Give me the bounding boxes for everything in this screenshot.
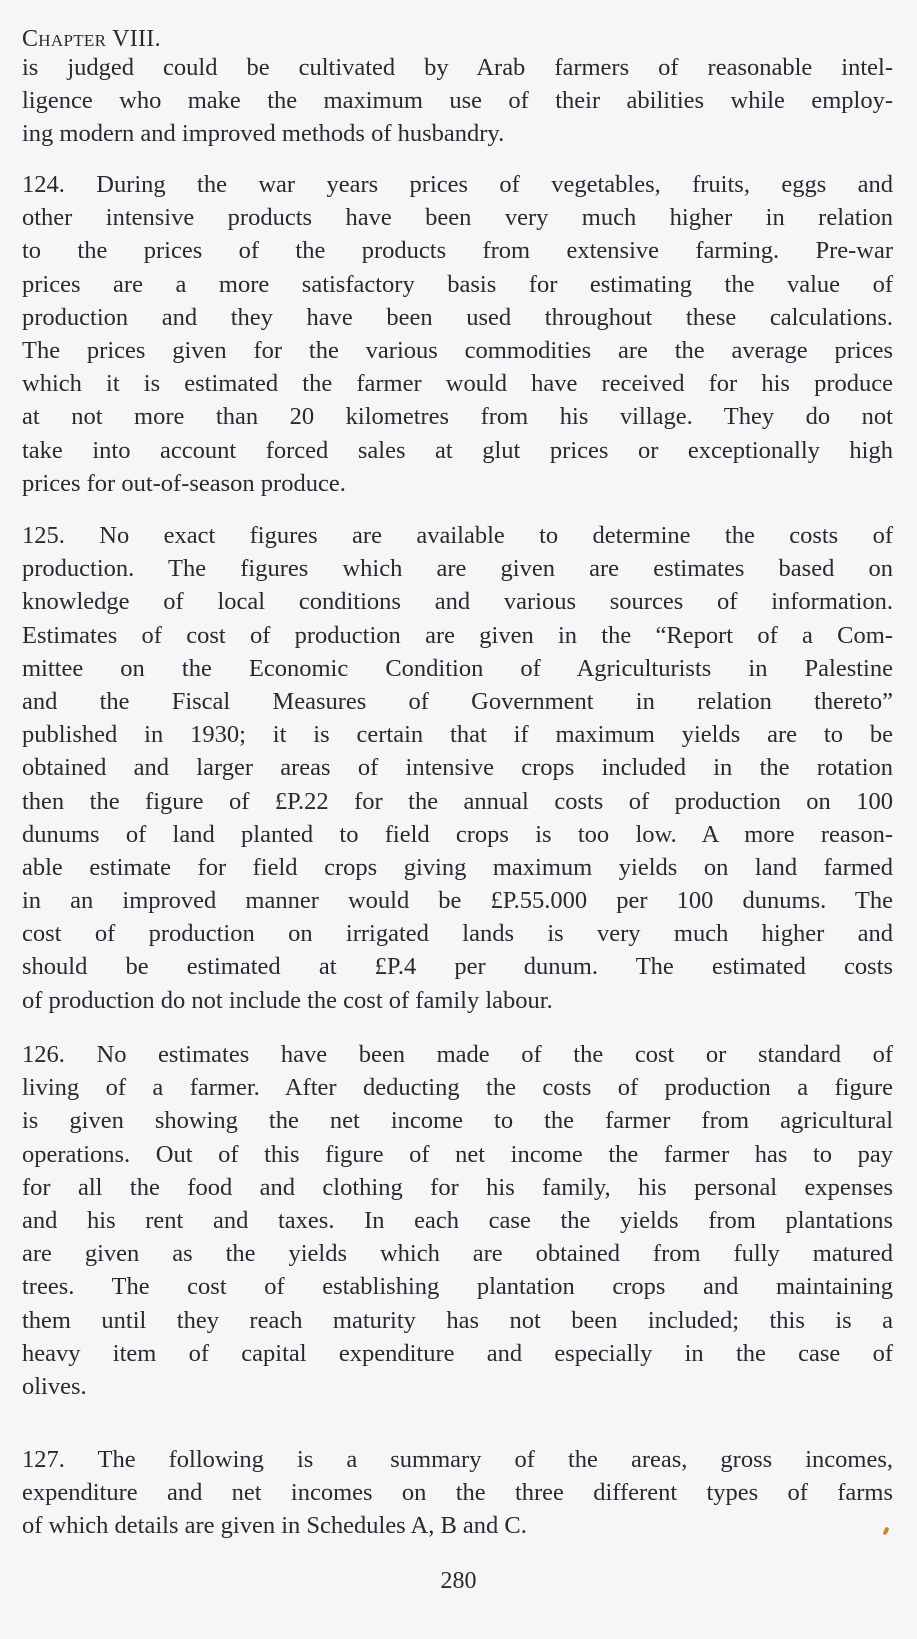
text-line: are given as the yields which are obtained from fully matured (22, 1240, 893, 1268)
text-line: production. The figures which are given are estimates based on (22, 555, 893, 583)
text-line: trees. The cost of establishing plantation crops and maintaining (22, 1273, 893, 1301)
text-line: 124. During the war years prices of vegetables, fruits, eggs and (22, 171, 893, 198)
text-line: 125. No exact figures are available to determine the costs of (22, 522, 893, 549)
text-line: ing modern and improved methods of husbandry. (22, 120, 505, 148)
text-line: heavy item of capital expenditure and especially in the case of (22, 1339, 893, 1367)
chapter-title: Chapter VIII. (22, 26, 161, 52)
paragraph-124 (22, 168, 893, 500)
text-line: 126. No estimates have been made of the cost or standard of (22, 1041, 893, 1068)
text-line: expenditure and net incomes on the three different types of farms (22, 1479, 893, 1507)
paragraph-continuation (22, 51, 893, 151)
chapter-heading (22, 26, 161, 53)
text-line: prices for out-of-season produce. (22, 469, 346, 497)
paragraph-125 (22, 519, 893, 1017)
text-line: and his rent and taxes. In each case the yields from plantations (22, 1206, 893, 1234)
text-line: able estimate for field crops giving maximum yields on land farmed (22, 853, 893, 881)
text-line: ligence who make the maximum use of their abilities while employ- (22, 87, 893, 115)
text-line: take into account forced sales at glut prices or exceptionally high (22, 436, 893, 464)
text-line: published in 1930; it is certain that if maximum yields are to be (22, 721, 893, 749)
text-line: is judged could be cultivated by Arab farmers of reasonable intel- (22, 54, 893, 81)
text-line: The prices given for the various commodities are the average prices (22, 336, 893, 364)
text-line: mittee on the Economic Condition of Agriculturists in Palestine (22, 654, 893, 682)
text-line: at not more than 20 kilometres from his village. They do not (22, 403, 893, 431)
text-line: for all the food and clothing for his family, his personal expenses (22, 1173, 893, 1201)
text-line: then the figure of £P.22 for the annual costs of production on 100 (22, 787, 893, 815)
text-line: 127. The following is a summary of the areas, gross incomes, (22, 1446, 893, 1473)
text-line: obtained and larger areas of intensive crops included in the rotation (22, 754, 893, 782)
paragraph-127 (22, 1443, 893, 1543)
text-line: dunums of land planted to field crops is too low. A more reason- (22, 820, 893, 848)
text-line: knowledge of local conditions and various sources of information. (22, 588, 893, 616)
text-line: and the Fiscal Measures of Government in relation thereto” (22, 687, 893, 715)
text-line: which it is estimated the farmer would have received for his produce (22, 370, 893, 398)
text-line: should be estimated at £P.4 per dunum. The estimated costs (22, 953, 893, 981)
text-line: olives. (22, 1372, 87, 1400)
paragraph-126 (22, 1038, 893, 1403)
page-number: 280 (440, 1568, 477, 1594)
text-line: Estimates of cost of production are given in the “Report of a Com- (22, 621, 893, 649)
text-line: living of a farmer. After deducting the costs of production a figure (22, 1074, 893, 1102)
text-line: cost of production on irrigated lands is very much higher and (22, 920, 893, 948)
text-line: in an improved manner would be £P.55.000 per 100 dunums. The (22, 887, 893, 915)
text-line: production and they have been used throughout these calculations. (22, 303, 893, 331)
text-line: to the prices of the products from extensive farming. Pre-war (22, 237, 893, 265)
text-line: operations. Out of this figure of net income the farmer has to pay (22, 1140, 893, 1168)
text-line: prices are a more satisfactory basis for estimating the value of (22, 270, 893, 298)
text-line: of which details are given in Schedules A, B and C. (22, 1512, 527, 1540)
text-line: them until they reach maturity has not been included; this is a (22, 1306, 893, 1334)
text-line: other intensive products have been very much higher in relation (22, 204, 893, 232)
text-line: is given showing the net income to the farmer from agricultural (22, 1107, 893, 1135)
text-line: of production do not include the cost of family labour. (22, 986, 553, 1014)
